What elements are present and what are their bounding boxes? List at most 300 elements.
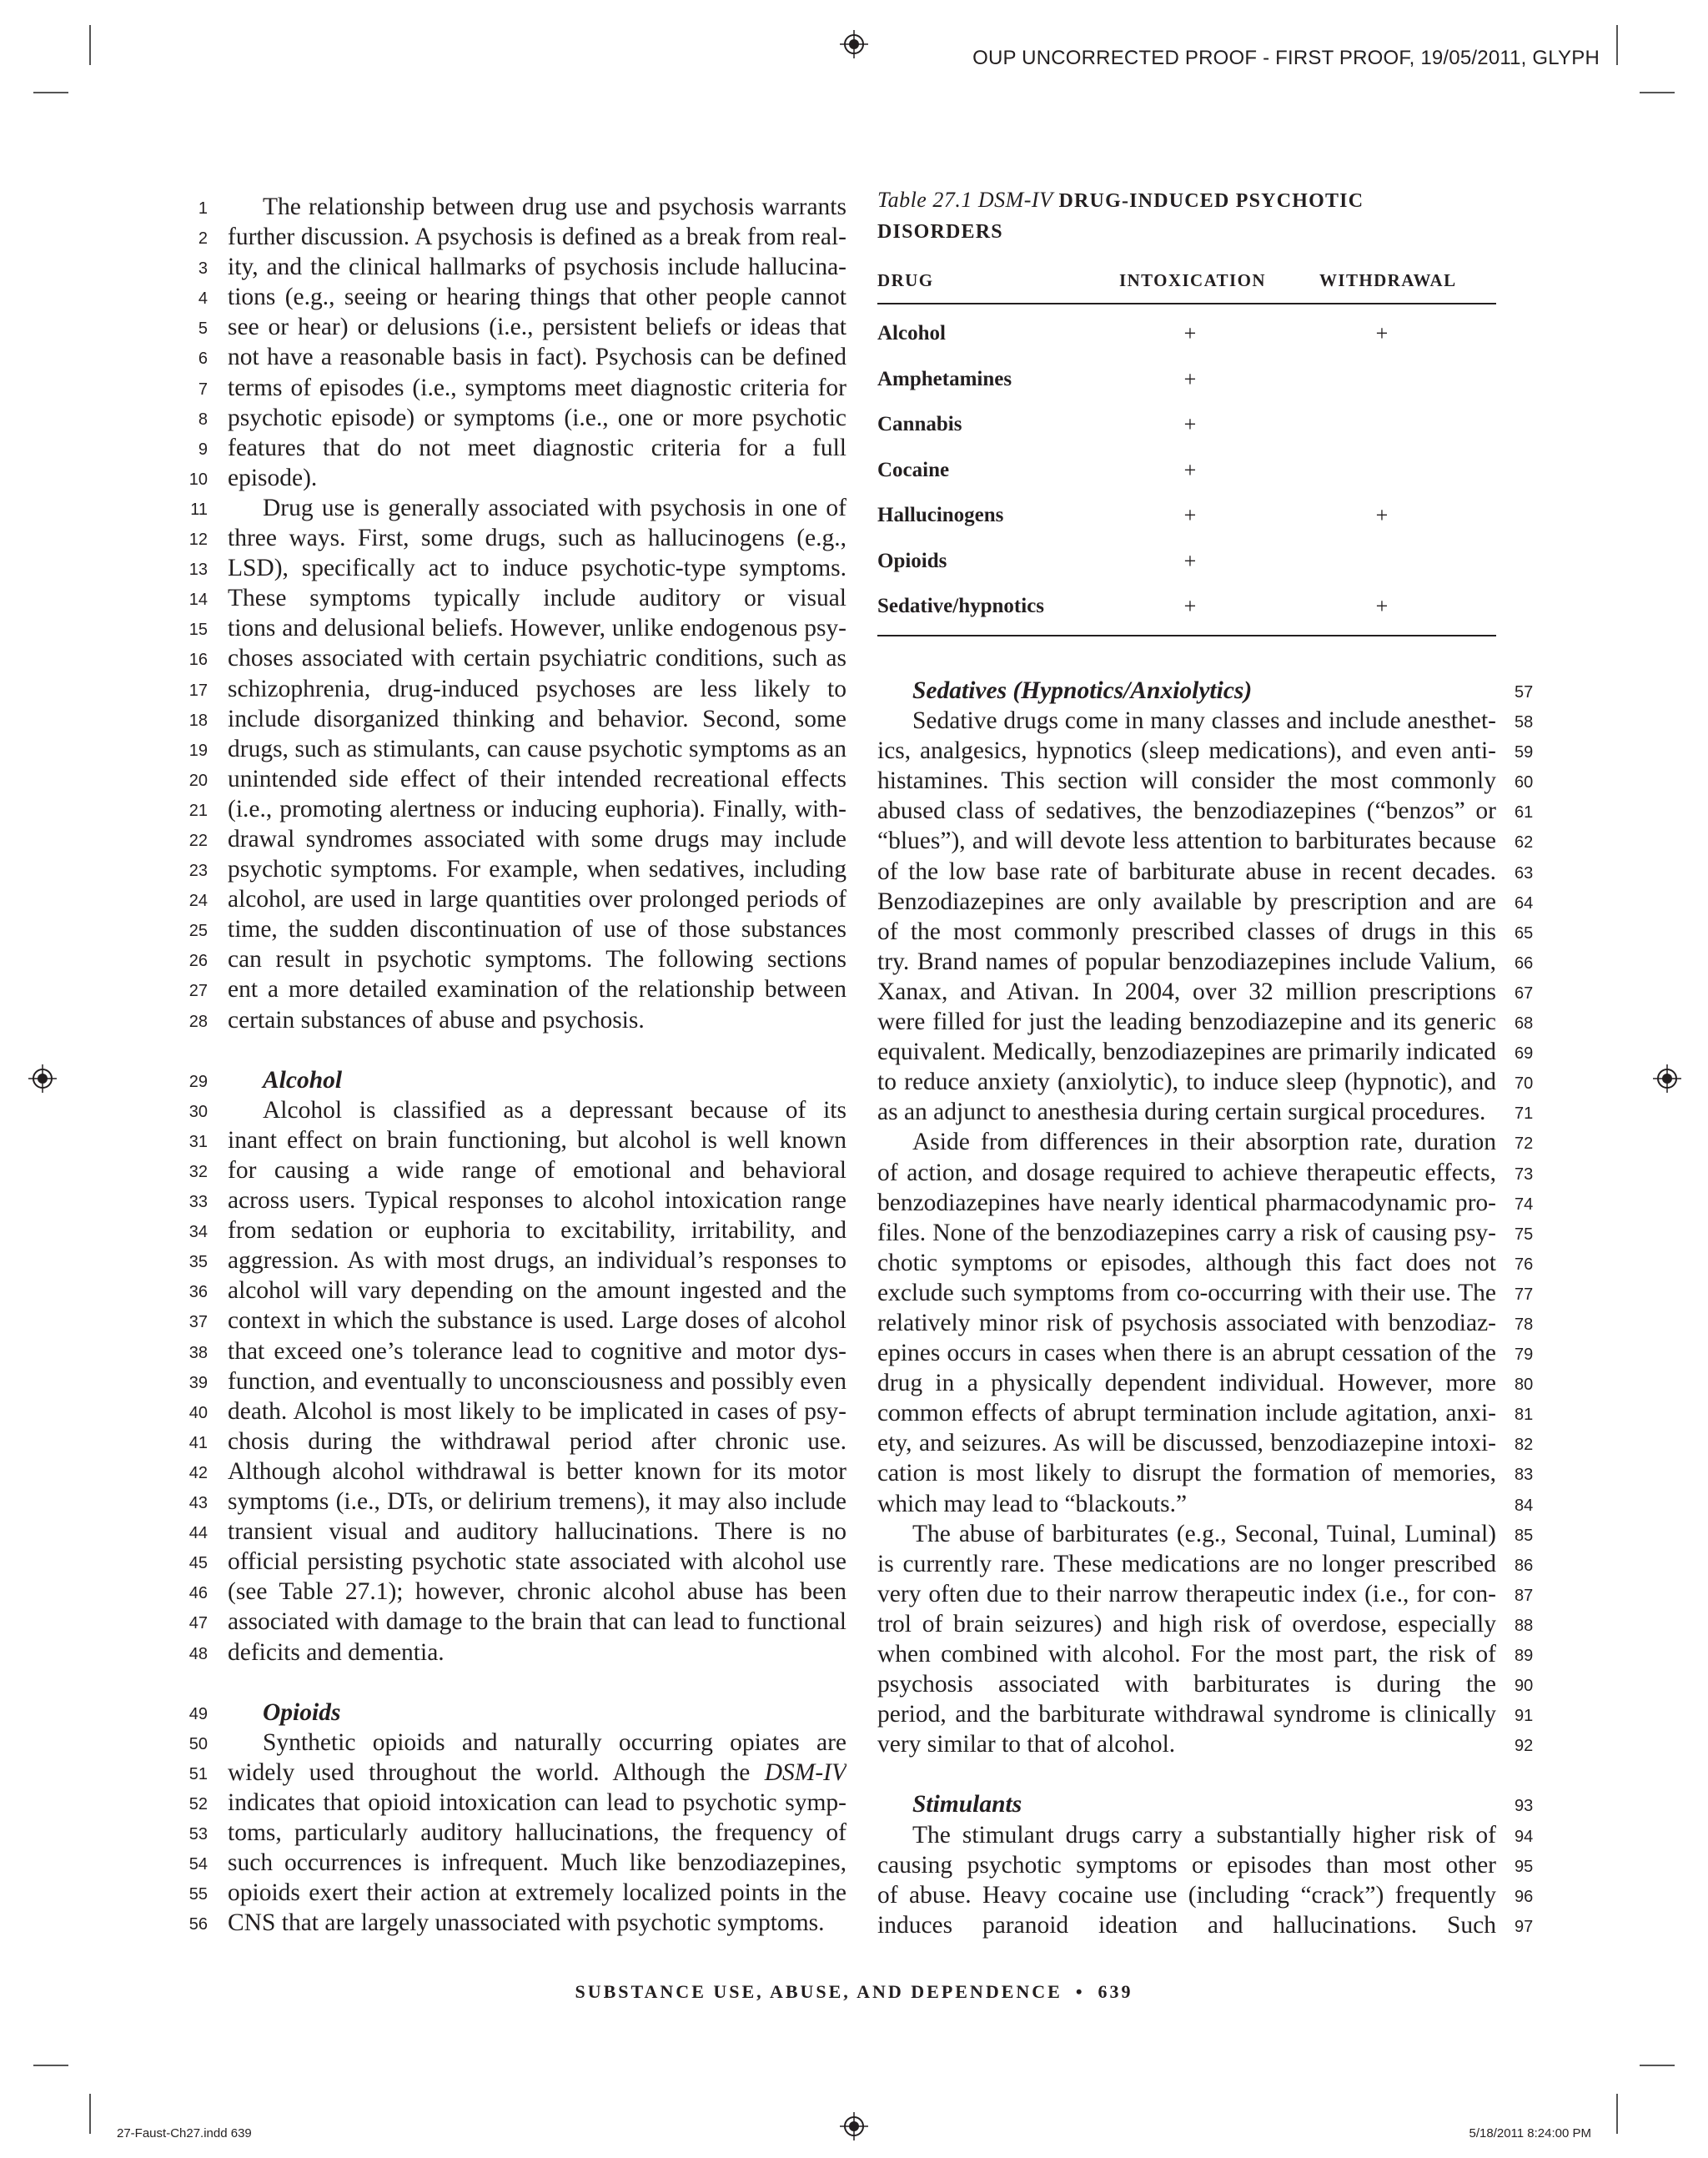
text-line <box>877 1519 1534 1549</box>
table-cell-drug: Sedative/hypnotics <box>877 595 1045 618</box>
section-heading <box>188 1698 846 1728</box>
text-line <box>877 1158 1534 1188</box>
line-text: drug in a physically dependent individual. However, more <box>877 1370 1496 1397</box>
line-number: 64 <box>1515 893 1534 913</box>
line-number: 55 <box>188 1885 208 1904</box>
text-line <box>188 1637 846 1668</box>
line-text: The abuse of barbiturates (e.g., Seconal, Tuinal, Luminal) <box>912 1520 1496 1547</box>
line-text: death. Alcohol is most likely to be implicated in cases of psy- <box>228 1397 846 1425</box>
text-line <box>188 1517 846 1547</box>
intoxication-mark: + <box>1183 503 1197 528</box>
text-line <box>877 1579 1534 1609</box>
text-line <box>188 1908 846 1938</box>
table-cell-drug: Opioids <box>877 549 947 572</box>
text-line <box>188 1245 846 1275</box>
text-line <box>188 1125 846 1155</box>
line-text: not have a reasonable basis in fact). Psychosis can be defined <box>228 344 846 371</box>
line-text: inant effect on brain functioning, but alcohol is well known <box>228 1126 846 1154</box>
line-text: ety, and seizures. As will be discussed, benzodiazepine intoxi- <box>877 1430 1496 1457</box>
line-number: 86 <box>1515 1556 1534 1575</box>
crop-mark <box>1616 25 1618 65</box>
text-line <box>877 1850 1534 1880</box>
table-cell-drug: Hallucinogens <box>877 504 1004 527</box>
line-text: of the most commonly prescribed classes of drugs in this <box>877 918 1496 945</box>
line-number: 41 <box>188 1433 208 1452</box>
registration-mark-icon <box>28 1064 57 1093</box>
line-number: 17 <box>188 681 208 700</box>
line-text: (i.e., promoting alertness or inducing euphoria). Finally, with- <box>228 795 846 822</box>
crop-mark <box>1616 2094 1618 2134</box>
text-line <box>877 706 1534 736</box>
text-line <box>877 1398 1534 1428</box>
table-cell-intoxication <box>1119 321 1319 346</box>
line-text: can result in psychotic symptoms. The following sections <box>228 946 846 973</box>
line-text: ity, and the clinical hallmarks of psychosis include hallucina- <box>228 254 846 281</box>
text-line <box>877 1729 1534 1759</box>
line-text: time, the sudden discontinuation of use of those substances <box>228 916 846 943</box>
line-number: 93 <box>1515 1797 1534 1816</box>
line-text: Alcohol is classified as a depressant because of its <box>263 1096 846 1124</box>
text-line <box>188 1848 846 1878</box>
table-row <box>877 402 1496 448</box>
line-text: very often due to their narrow therapeutic index (i.e., for con- <box>877 1580 1496 1607</box>
table-row <box>877 493 1496 539</box>
text-line <box>877 826 1534 856</box>
line-text: schizophrenia, drug-induced psychoses are less likely to <box>228 675 846 702</box>
text-line <box>188 523 846 553</box>
text-line <box>188 1366 846 1396</box>
line-text: unintended side effect of their intended recreational effects <box>228 765 846 792</box>
text-line <box>877 1127 1534 1157</box>
line-text: which may lead to “blackouts.” <box>877 1490 1188 1517</box>
line-text: common effects of abrupt termination include agitation, anxi- <box>877 1400 1496 1427</box>
line-text: These symptoms typically include auditory or visual <box>228 585 846 612</box>
text-line <box>188 643 846 673</box>
paragraph-gap <box>228 1668 846 1698</box>
line-text: cation is most likely to disrupt the formation of memories, <box>877 1460 1496 1487</box>
line-text: Drug use is generally associated with psychosis in one of <box>263 494 846 521</box>
line-text: deficits and dementia. <box>228 1638 445 1666</box>
line-number: 12 <box>188 531 208 550</box>
line-number: 85 <box>1515 1526 1534 1545</box>
line-number: 52 <box>188 1794 208 1813</box>
line-text: widely used throughout the world. Although the DSM-IV <box>228 1758 846 1786</box>
text-line <box>877 887 1534 917</box>
table-row <box>877 448 1496 494</box>
line-number: 65 <box>1515 923 1534 943</box>
line-text: symptoms (i.e., DTs, or delirium tremens), it may also include <box>228 1488 846 1516</box>
line-number: 88 <box>1515 1616 1534 1635</box>
text-line <box>188 553 846 583</box>
line-number: 82 <box>1515 1436 1534 1455</box>
line-text: psychotic episode) or symptoms (i.e., one or more psychotic <box>228 404 846 431</box>
text-line <box>188 1005 846 1035</box>
line-text: were filled for just the leading benzodiazepine and its generic <box>877 1009 1496 1036</box>
text-line <box>877 1278 1534 1308</box>
line-number: 6 <box>198 350 208 369</box>
line-number: 10 <box>188 470 208 489</box>
line-number: 2 <box>198 229 208 249</box>
line-number: 63 <box>1515 863 1534 883</box>
line-number: 14 <box>188 591 208 610</box>
table-title-line2: DISORDERS <box>877 221 1003 243</box>
table-cell-intoxication <box>1119 503 1319 528</box>
line-text: chosis during the withdrawal period after chronic use. <box>228 1427 846 1455</box>
line-number: 83 <box>1515 1466 1534 1485</box>
text-line <box>198 342 846 372</box>
line-text: try. Brand names of popular benzodiazepines include Valium, <box>877 948 1496 975</box>
registration-mark-icon <box>1653 1064 1681 1093</box>
page-number: 639 <box>1098 1981 1133 2002</box>
line-text: as an adjunct to anesthesia during certain surgical procedures. <box>877 1099 1486 1126</box>
table-cell-withdrawal <box>1319 321 1496 346</box>
text-line <box>877 1639 1534 1669</box>
line-number: 78 <box>1515 1315 1534 1334</box>
text-line <box>188 914 846 944</box>
section-heading-text: Sedatives (Hypnotics/Anxiolytics) <box>912 677 1253 704</box>
text-line <box>877 1699 1534 1729</box>
line-text: context in which the substance is used. Large doses of alcohol <box>228 1307 846 1335</box>
table-cell-drug: Cocaine <box>877 458 950 481</box>
text-line <box>877 1549 1534 1579</box>
line-number: 53 <box>188 1825 208 1844</box>
text-line <box>877 1880 1534 1910</box>
line-number: 48 <box>188 1644 208 1663</box>
line-number: 62 <box>1515 833 1534 853</box>
text-line <box>877 1669 1534 1699</box>
line-number: 24 <box>188 892 208 911</box>
intoxication-mark: + <box>1183 321 1197 346</box>
intoxication-mark: + <box>1183 457 1197 482</box>
text-line <box>188 1185 846 1215</box>
italic-term: DSM-IV <box>764 1758 846 1786</box>
line-number: 35 <box>188 1253 208 1272</box>
line-text: psychotic symptoms. For example, when sedatives, including <box>228 856 846 883</box>
line-number: 32 <box>188 1163 208 1181</box>
line-text: terms of episodes (i.e., symptoms meet diagnostic criteria for <box>228 374 846 401</box>
line-text: causing psychotic symptoms or episodes than most other <box>877 1851 1496 1879</box>
text-line <box>877 1458 1534 1488</box>
line-text: toms, particularly auditory hallucinations, the frequency of <box>228 1819 846 1847</box>
table-cell-withdrawal <box>1319 503 1496 528</box>
text-line <box>877 1218 1534 1248</box>
table-cell-withdrawal <box>1319 458 1496 483</box>
line-text: histamines. This section will consider the most commonly <box>877 767 1496 795</box>
line-number: 28 <box>188 1012 208 1031</box>
line-number: 25 <box>188 922 208 941</box>
crop-mark <box>1640 92 1675 93</box>
line-number: 22 <box>188 831 208 850</box>
text-line <box>877 1609 1534 1639</box>
line-number: 50 <box>188 1734 208 1753</box>
page-footer <box>0 1981 1708 2003</box>
line-text: exclude such symptoms from co-occurring with their use. The <box>877 1279 1496 1306</box>
line-text: induces paranoid ideation and hallucinations. Such <box>877 1911 1496 1939</box>
table-title-italic: DSM-IV <box>977 188 1053 212</box>
text-line <box>188 794 846 824</box>
line-text: such occurrences is infrequent. Much like benzodiazepines, <box>228 1849 846 1877</box>
running-head: SUBSTANCE USE, ABUSE, AND DEPENDENCE <box>575 1981 1062 2002</box>
table-cell-drug: Cannabis <box>877 413 962 436</box>
line-number: 97 <box>1515 1917 1534 1936</box>
line-text: of action, and dosage required to achieve therapeutic effects, <box>877 1159 1496 1186</box>
line-number: 71 <box>1515 1104 1534 1124</box>
table-row <box>877 539 1496 585</box>
line-number: 43 <box>188 1494 208 1513</box>
line-text: Although alcohol withdrawal is better known for its motor <box>228 1457 846 1485</box>
text-line <box>877 1368 1534 1398</box>
table-cell-intoxication <box>1119 594 1319 619</box>
line-number: 21 <box>188 801 208 820</box>
line-text: (see Table 27.1); however, chronic alcohol abuse has been <box>228 1578 846 1606</box>
line-text: of the low base rate of barbiturate abuse in recent decades. <box>877 858 1496 885</box>
text-line <box>877 796 1534 826</box>
line-number: 59 <box>1515 743 1534 762</box>
section-heading-text: Alcohol <box>263 1066 343 1094</box>
line-text: The stimulant drugs carry a substantially higher risk of <box>912 1821 1496 1849</box>
line-number: 66 <box>1515 953 1534 973</box>
line-number: 94 <box>1515 1827 1534 1846</box>
text-line <box>188 1878 846 1908</box>
registration-mark-icon <box>840 30 868 58</box>
text-line <box>188 764 846 794</box>
table-cell-intoxication <box>1119 458 1319 483</box>
text-line <box>877 1188 1534 1218</box>
line-number: 39 <box>188 1373 208 1392</box>
table-row <box>877 311 1496 357</box>
line-number: 18 <box>188 711 208 730</box>
paragraph-gap <box>228 1035 846 1065</box>
line-number: 96 <box>1515 1887 1534 1906</box>
text-line <box>198 252 846 282</box>
text-line <box>877 1097 1534 1127</box>
line-text: to reduce anxiety (anxiolytic), to induce sleep (hypnotic), and <box>877 1069 1496 1096</box>
section-heading <box>877 1789 1534 1819</box>
text-line <box>190 493 846 523</box>
text-line <box>188 1577 846 1607</box>
line-number: 69 <box>1515 1044 1534 1064</box>
table-caption <box>877 185 1496 247</box>
line-number: 47 <box>188 1614 208 1633</box>
text-line <box>198 433 846 463</box>
line-text: drawal syndromes associated with some drugs may include <box>228 825 846 853</box>
line-number: 37 <box>188 1313 208 1332</box>
table-row <box>877 357 1496 403</box>
text-line <box>877 857 1534 887</box>
line-number: 80 <box>1515 1376 1534 1395</box>
line-number: 61 <box>1515 803 1534 822</box>
withdrawal-mark: + <box>1375 321 1389 346</box>
text-line <box>877 766 1534 796</box>
withdrawal-mark: + <box>1375 503 1389 528</box>
line-number: 92 <box>1515 1737 1534 1756</box>
line-text: equivalent. Medically, benzodiazepines are primarily indicated <box>877 1039 1496 1066</box>
text-line <box>877 1910 1534 1940</box>
line-text: from sedation or euphoria to excitability, irritability, and <box>228 1217 846 1245</box>
line-number: 29 <box>188 1072 208 1091</box>
line-text: episode). <box>228 464 318 491</box>
line-number: 90 <box>1515 1677 1534 1696</box>
line-text: of abuse. Heavy cocaine use (including “crack”) frequently <box>877 1881 1496 1909</box>
line-text: very similar to that of alcohol. <box>877 1731 1176 1758</box>
slug-datetime: 5/18/2011 8:24:00 PM <box>1469 2126 1591 2140</box>
crop-mark <box>1640 2065 1675 2066</box>
line-text: Xanax, and Ativan. In 2004, over 32 million prescriptions <box>877 978 1496 1005</box>
text-line <box>188 583 846 613</box>
slug-filename: 27-Faust-Ch27.indd 639 <box>117 2126 252 2140</box>
text-line <box>188 1456 846 1486</box>
section-heading-text: Opioids <box>263 1698 341 1726</box>
text-line <box>188 1758 846 1788</box>
section-heading-text: Stimulants <box>912 1791 1022 1818</box>
text-line <box>188 1728 846 1758</box>
text-line <box>877 1489 1534 1519</box>
line-number: 5 <box>198 319 208 339</box>
line-number: 3 <box>198 259 208 279</box>
table-cell-intoxication <box>1119 367 1319 392</box>
line-text: psychosis associated with barbiturates is during the <box>877 1671 1496 1698</box>
text-line <box>877 1820 1534 1850</box>
text-line <box>188 1607 846 1637</box>
table-cell-withdrawal <box>1319 594 1496 619</box>
text-line <box>877 1037 1534 1067</box>
line-text: Aside from differences in their absorption rate, duration <box>912 1129 1496 1156</box>
text-line <box>188 1336 846 1366</box>
line-number: 57 <box>1515 683 1534 702</box>
crop-mark <box>89 2094 91 2134</box>
text-line <box>198 222 846 252</box>
table-cell-withdrawal <box>1319 549 1496 574</box>
text-line <box>198 312 846 342</box>
line-number: 89 <box>1515 1647 1534 1665</box>
line-number: 27 <box>188 982 208 1001</box>
text-line <box>188 1547 846 1577</box>
line-text: alcohol will vary depending on the amount ingested and the <box>228 1277 846 1305</box>
line-text: The relationship between drug use and psychosis warrants <box>263 194 846 220</box>
line-text: associated with damage to the brain that can lead to functional <box>228 1608 846 1636</box>
line-number: 91 <box>1515 1707 1534 1726</box>
line-text: when combined with alcohol. For the most part, the risk of <box>877 1641 1496 1668</box>
text-line <box>877 1428 1534 1458</box>
line-number: 81 <box>1515 1406 1534 1425</box>
line-text: is currently rare. These medications are no longer prescribed <box>877 1550 1496 1577</box>
line-number: 19 <box>188 741 208 760</box>
line-text: tions and delusional beliefs. However, unlike endogenous psy- <box>228 615 846 642</box>
text-line <box>877 1007 1534 1037</box>
table-cell-drug: Alcohol <box>877 322 946 345</box>
table-header-drug: DRUG <box>877 270 934 290</box>
line-text: see or hear) or delusions (i.e., persistent beliefs or ideas that <box>228 314 846 341</box>
intoxication-mark: + <box>1183 412 1197 437</box>
line-number: 70 <box>1515 1074 1534 1094</box>
intoxication-mark: + <box>1183 548 1197 573</box>
text-line <box>198 282 846 312</box>
line-number: 26 <box>188 952 208 971</box>
table-header-row <box>877 270 1496 304</box>
crop-mark <box>89 25 91 65</box>
table-cell-withdrawal <box>1319 412 1496 437</box>
line-text: indicates that opioid intoxication can lead to psychotic symp- <box>228 1788 846 1816</box>
text-line <box>188 854 846 884</box>
text-line <box>188 1486 846 1517</box>
text-line <box>188 1305 846 1336</box>
line-text: three ways. First, some drugs, such as hallucinogens (e.g., <box>228 525 846 552</box>
line-text: further discussion. A psychosis is defined as a break from real- <box>228 224 846 251</box>
text-line <box>198 403 846 433</box>
line-number: 87 <box>1515 1586 1534 1605</box>
line-number: 51 <box>188 1764 208 1783</box>
text-line <box>198 373 846 403</box>
line-text: official persisting psychotic state associated with alcohol use <box>228 1548 846 1576</box>
line-text: Synthetic opioids and naturally occurring opiates are <box>263 1728 846 1756</box>
text-line <box>188 1275 846 1305</box>
line-text: across users. Typical responses to alcohol intoxication range <box>228 1187 846 1215</box>
line-text: transient visual and auditory hallucinations. There is no <box>228 1518 846 1546</box>
text-line <box>188 463 846 493</box>
line-number: 44 <box>188 1524 208 1543</box>
line-text: choses associated with certain psychiatric conditions, such as <box>228 645 846 672</box>
line-text: chotic symptoms or episodes, although this fact does not <box>877 1249 1496 1276</box>
text-line <box>188 1155 846 1185</box>
text-line <box>198 192 846 222</box>
text-line <box>188 824 846 854</box>
withdrawal-mark: + <box>1375 594 1389 619</box>
line-number: 1 <box>198 199 208 218</box>
line-number: 56 <box>188 1915 208 1934</box>
line-text: LSD), specifically act to induce psychotic-type symptoms. <box>228 555 846 582</box>
crop-mark <box>33 92 68 93</box>
line-number: 54 <box>188 1855 208 1874</box>
text-line <box>188 613 846 643</box>
line-number: 67 <box>1515 983 1534 1003</box>
line-number: 13 <box>188 561 208 580</box>
intoxication-mark: + <box>1183 594 1197 619</box>
footer-bullet: • <box>1075 1981 1085 2002</box>
line-number: 74 <box>1515 1195 1534 1214</box>
line-text: ics, analgesics, hypnotics (sleep medications), and even anti- <box>877 737 1496 765</box>
line-text: certain substances of abuse and psychosis. <box>228 1006 645 1034</box>
paragraph-gap <box>877 1759 1496 1789</box>
text-line <box>188 974 846 1004</box>
right-column <box>877 676 1534 1940</box>
table-row <box>877 584 1496 630</box>
section-heading <box>877 676 1534 706</box>
table-cell-intoxication <box>1119 549 1319 574</box>
line-number: 58 <box>1515 713 1534 732</box>
text-line <box>188 1095 846 1125</box>
line-text: files. None of the benzodiazepines carry a risk of causing psy- <box>877 1219 1496 1246</box>
text-line <box>877 947 1534 977</box>
line-number: 11 <box>190 500 208 519</box>
intoxication-mark: + <box>1183 366 1197 391</box>
line-text: tions (e.g., seeing or hearing things that other people cannot <box>228 284 846 311</box>
line-text: ent a more detailed examination of the relationship between <box>228 976 846 1004</box>
line-number: 72 <box>1515 1134 1534 1154</box>
line-number: 60 <box>1515 773 1534 792</box>
text-line <box>188 1215 846 1245</box>
line-number: 68 <box>1515 1014 1534 1034</box>
section-heading <box>188 1065 846 1095</box>
line-number: 40 <box>188 1403 208 1422</box>
text-line <box>877 1338 1534 1368</box>
table-header-withdrawal: WITHDRAWAL <box>1319 270 1457 290</box>
line-number: 36 <box>188 1283 208 1302</box>
line-number: 73 <box>1515 1165 1534 1184</box>
line-number: 79 <box>1515 1346 1534 1365</box>
line-text: features that do not meet diagnostic criteria for a full <box>228 434 846 461</box>
line-number: 30 <box>188 1102 208 1121</box>
table-header-intoxication: INTOXICATION <box>1119 270 1266 290</box>
